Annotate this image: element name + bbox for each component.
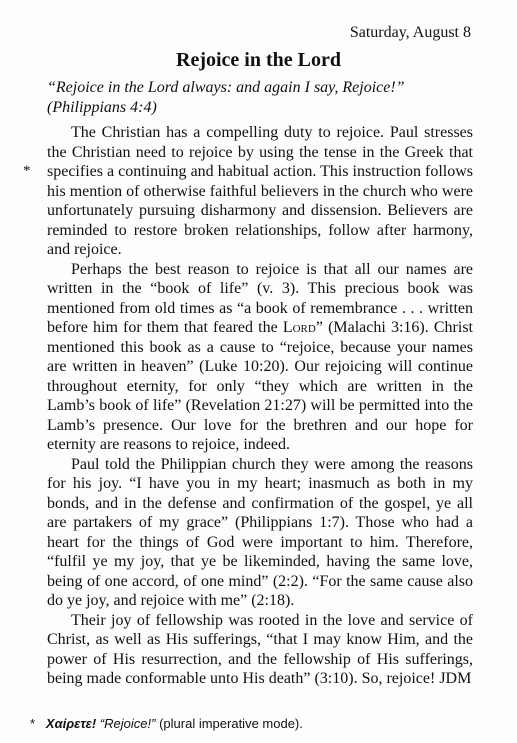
footnote-marker: * [23, 163, 31, 179]
date-header: Saturday, August 8 [349, 24, 471, 41]
footnote [30, 716, 303, 731]
lord-small-caps: Lord [282, 319, 316, 336]
paragraph-2-text-a: Perhaps the best reason to rejoice is that all our names are written in the “book of life” (v. 3). This precious book was mentioned from old times as “a book of remembrance . . . written before him for them that feared the [47, 260, 473, 336]
scripture-verse [47, 78, 473, 118]
footnote-greek: Χαίρετε! [45, 716, 97, 731]
footnote-note: (plural imperative mode). [159, 716, 303, 731]
page-title: Rejoice in the Lord [176, 49, 341, 71]
verse-quote: “Rejoice in the Lord always: and again I say, Rejoice!” [47, 79, 405, 96]
paragraph-2-text-b: ” (Malachi 3:16). Christ mentioned this book as a cause to “rejoice, because your names are written in heaven” (Luke 10:20). Our rejoicing will continue throughout eternity, for only “they which are written in the Lamb’s book of life” (Revelation 21:27) will be permitted into the Lamb’s presence. Our love for the brethren and our hope for eternity are reasons to rejoice, indeed. [47, 319, 473, 453]
devotional-body [47, 123, 473, 689]
paragraph-3: Paul told the Philippian church they were among the reasons for his joy. “I have you in my heart; inasmuch as both in my bonds, and in the defense and confirmation of the gospel, ye all are partakers of my grace” (Philippians 1:7). Those who had a heart for the things of God were important to him. Therefore, “fulfil ye my joy, that ye be likeminded, having the same love, being of one accord, of one mind” (2:2). “For the same cause also do ye joy, and rejoice with me” (2:18). [47, 455, 473, 609]
paragraph-2 [47, 260, 473, 455]
paragraph-4: Their joy of fellowship was rooted in the love and service of Christ, as well as His sufferings, “that I may know Him, and the power of His resurrection, and the fellowship of His sufferings, being made conformable unto His death” (3:10). So, rejoice! JDM [47, 611, 473, 687]
footnote-translation: “Rejoice!” [99, 716, 156, 731]
footnote-marker-bottom: * [30, 716, 36, 731]
verse-reference: (Philippians 4:4) [47, 99, 157, 116]
paragraph-1: The Christian has a compelling duty to rejoice. Paul stresses the Christian need to rejoice by using the tense in the Greek that specifies a continuing and habitual action. This instruction follows his mention of otherwise faithful believers in the church who were unfortunately pursuing disharmony and dissension. Believers are reminded to restore broken relationships, follow after harmony, and rejoice. [47, 124, 473, 258]
